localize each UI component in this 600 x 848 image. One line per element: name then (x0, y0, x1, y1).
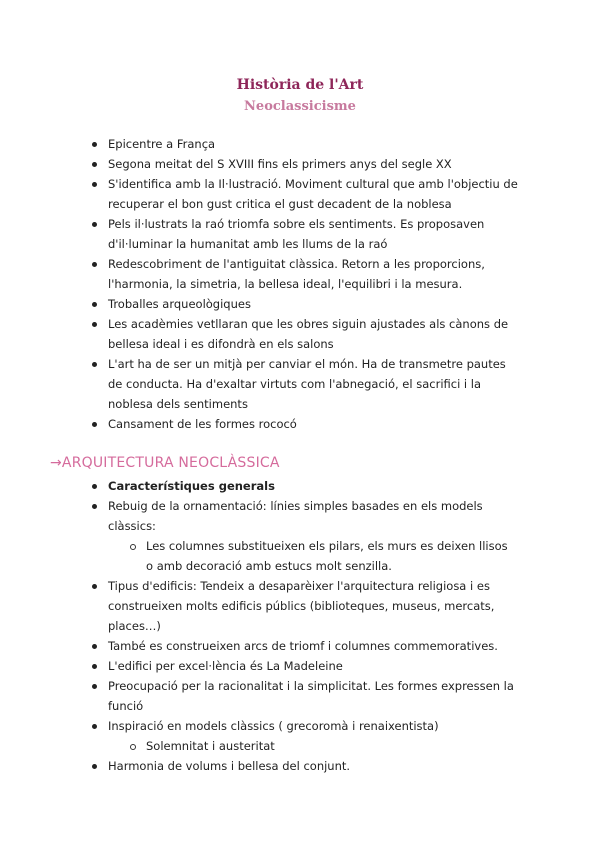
bullet-icon (92, 684, 97, 689)
bullet-icon (92, 262, 97, 267)
list-item: També es construeixen arcs de triomf i columnes commemoratives. (0, 636, 600, 656)
list-item: L'art ha de ser un mitjà per canviar el món. Ha de transmetre pautes de conducta. Ha d'exaltar virtuts com l'abnegació, el sacrifici i la noblesa dels sentiments (0, 354, 600, 414)
bullet-icon (92, 764, 97, 769)
list-item: Pels il·lustrats la raó triomfa sobre els sentiments. Es proposaven d'il·luminar la humanitat amb les llums de la raó (0, 214, 600, 254)
list-item: S'identifica amb la Il·lustració. Moviment cultural que amb l'objectiu de recuperar el bon gust critica el gust decadent de la noblesa (0, 174, 600, 214)
bullet-icon (92, 142, 97, 147)
sub-list-item: Les columnes substitueixen els pilars, els murs es deixen llisos o amb decoració amb estucs molt senzilla. (0, 536, 600, 576)
page-subtitle: Neoclassicisme (244, 99, 356, 114)
list-item: Característiques generals (0, 476, 600, 496)
list-item: Rebuig de la ornamentació: línies simples basades en els models clàssics: (0, 496, 600, 536)
bullet-icon (92, 322, 97, 327)
section-heading: →ARQUITECTURA NEOCLÀSSICA (50, 455, 280, 471)
page-title: Història de l'Art (236, 77, 364, 93)
list-item: Tipus d'edificis: Tendeix a desaparèixer l'arquitectura religiosa i es construeixen molts edificis públics (biblioteques, museus, mercats, places…) (0, 576, 600, 636)
bullet-icon (92, 222, 97, 227)
bullet-icon (92, 422, 97, 427)
bullet-icon (92, 362, 97, 367)
list-item: Redescobriment de l'antiguitat clàssica. Retorn a les proporcions, l'harmonia, la simetria, la bellesa ideal, l'equilibri i la mesura. (0, 254, 600, 294)
bullet-icon (92, 644, 97, 649)
bullet-icon (92, 484, 97, 489)
bullet-icon (92, 664, 97, 669)
hollow-bullet-icon (130, 544, 136, 550)
list-item: Cansament de les formes rococó (0, 414, 600, 434)
bullet-icon (92, 302, 97, 307)
bullet-icon (92, 724, 97, 729)
list-item: Troballes arqueològiques (0, 294, 600, 314)
hollow-bullet-icon (130, 744, 136, 750)
intro-list (0, 134, 600, 434)
bullet-icon (92, 584, 97, 589)
bullet-icon (92, 504, 97, 509)
list-item: Les acadèmies vetllaran que les obres siguin ajustades als cànons de bellesa ideal i es difondrà en els salons (0, 314, 600, 354)
list-item: L'edifici per excel·lència és La Madeleine (0, 656, 600, 676)
list-item: Inspiració en models clàssics ( grecoromà i renaixentista) (0, 716, 600, 736)
list-item: Epicentre a França (0, 134, 600, 154)
bullet-icon (92, 162, 97, 167)
list-item: Preocupació per la racionalitat i la simplicitat. Les formes expressen la funció (0, 676, 600, 716)
sub-list-item: Solemnitat i austeritat (0, 736, 600, 756)
list-item: Segona meitat del S XVIII fins els primers anys del segle XX (0, 154, 600, 174)
bullet-icon (92, 182, 97, 187)
architecture-list (0, 476, 600, 776)
list-item: Harmonia de volums i bellesa del conjunt. (0, 756, 600, 776)
